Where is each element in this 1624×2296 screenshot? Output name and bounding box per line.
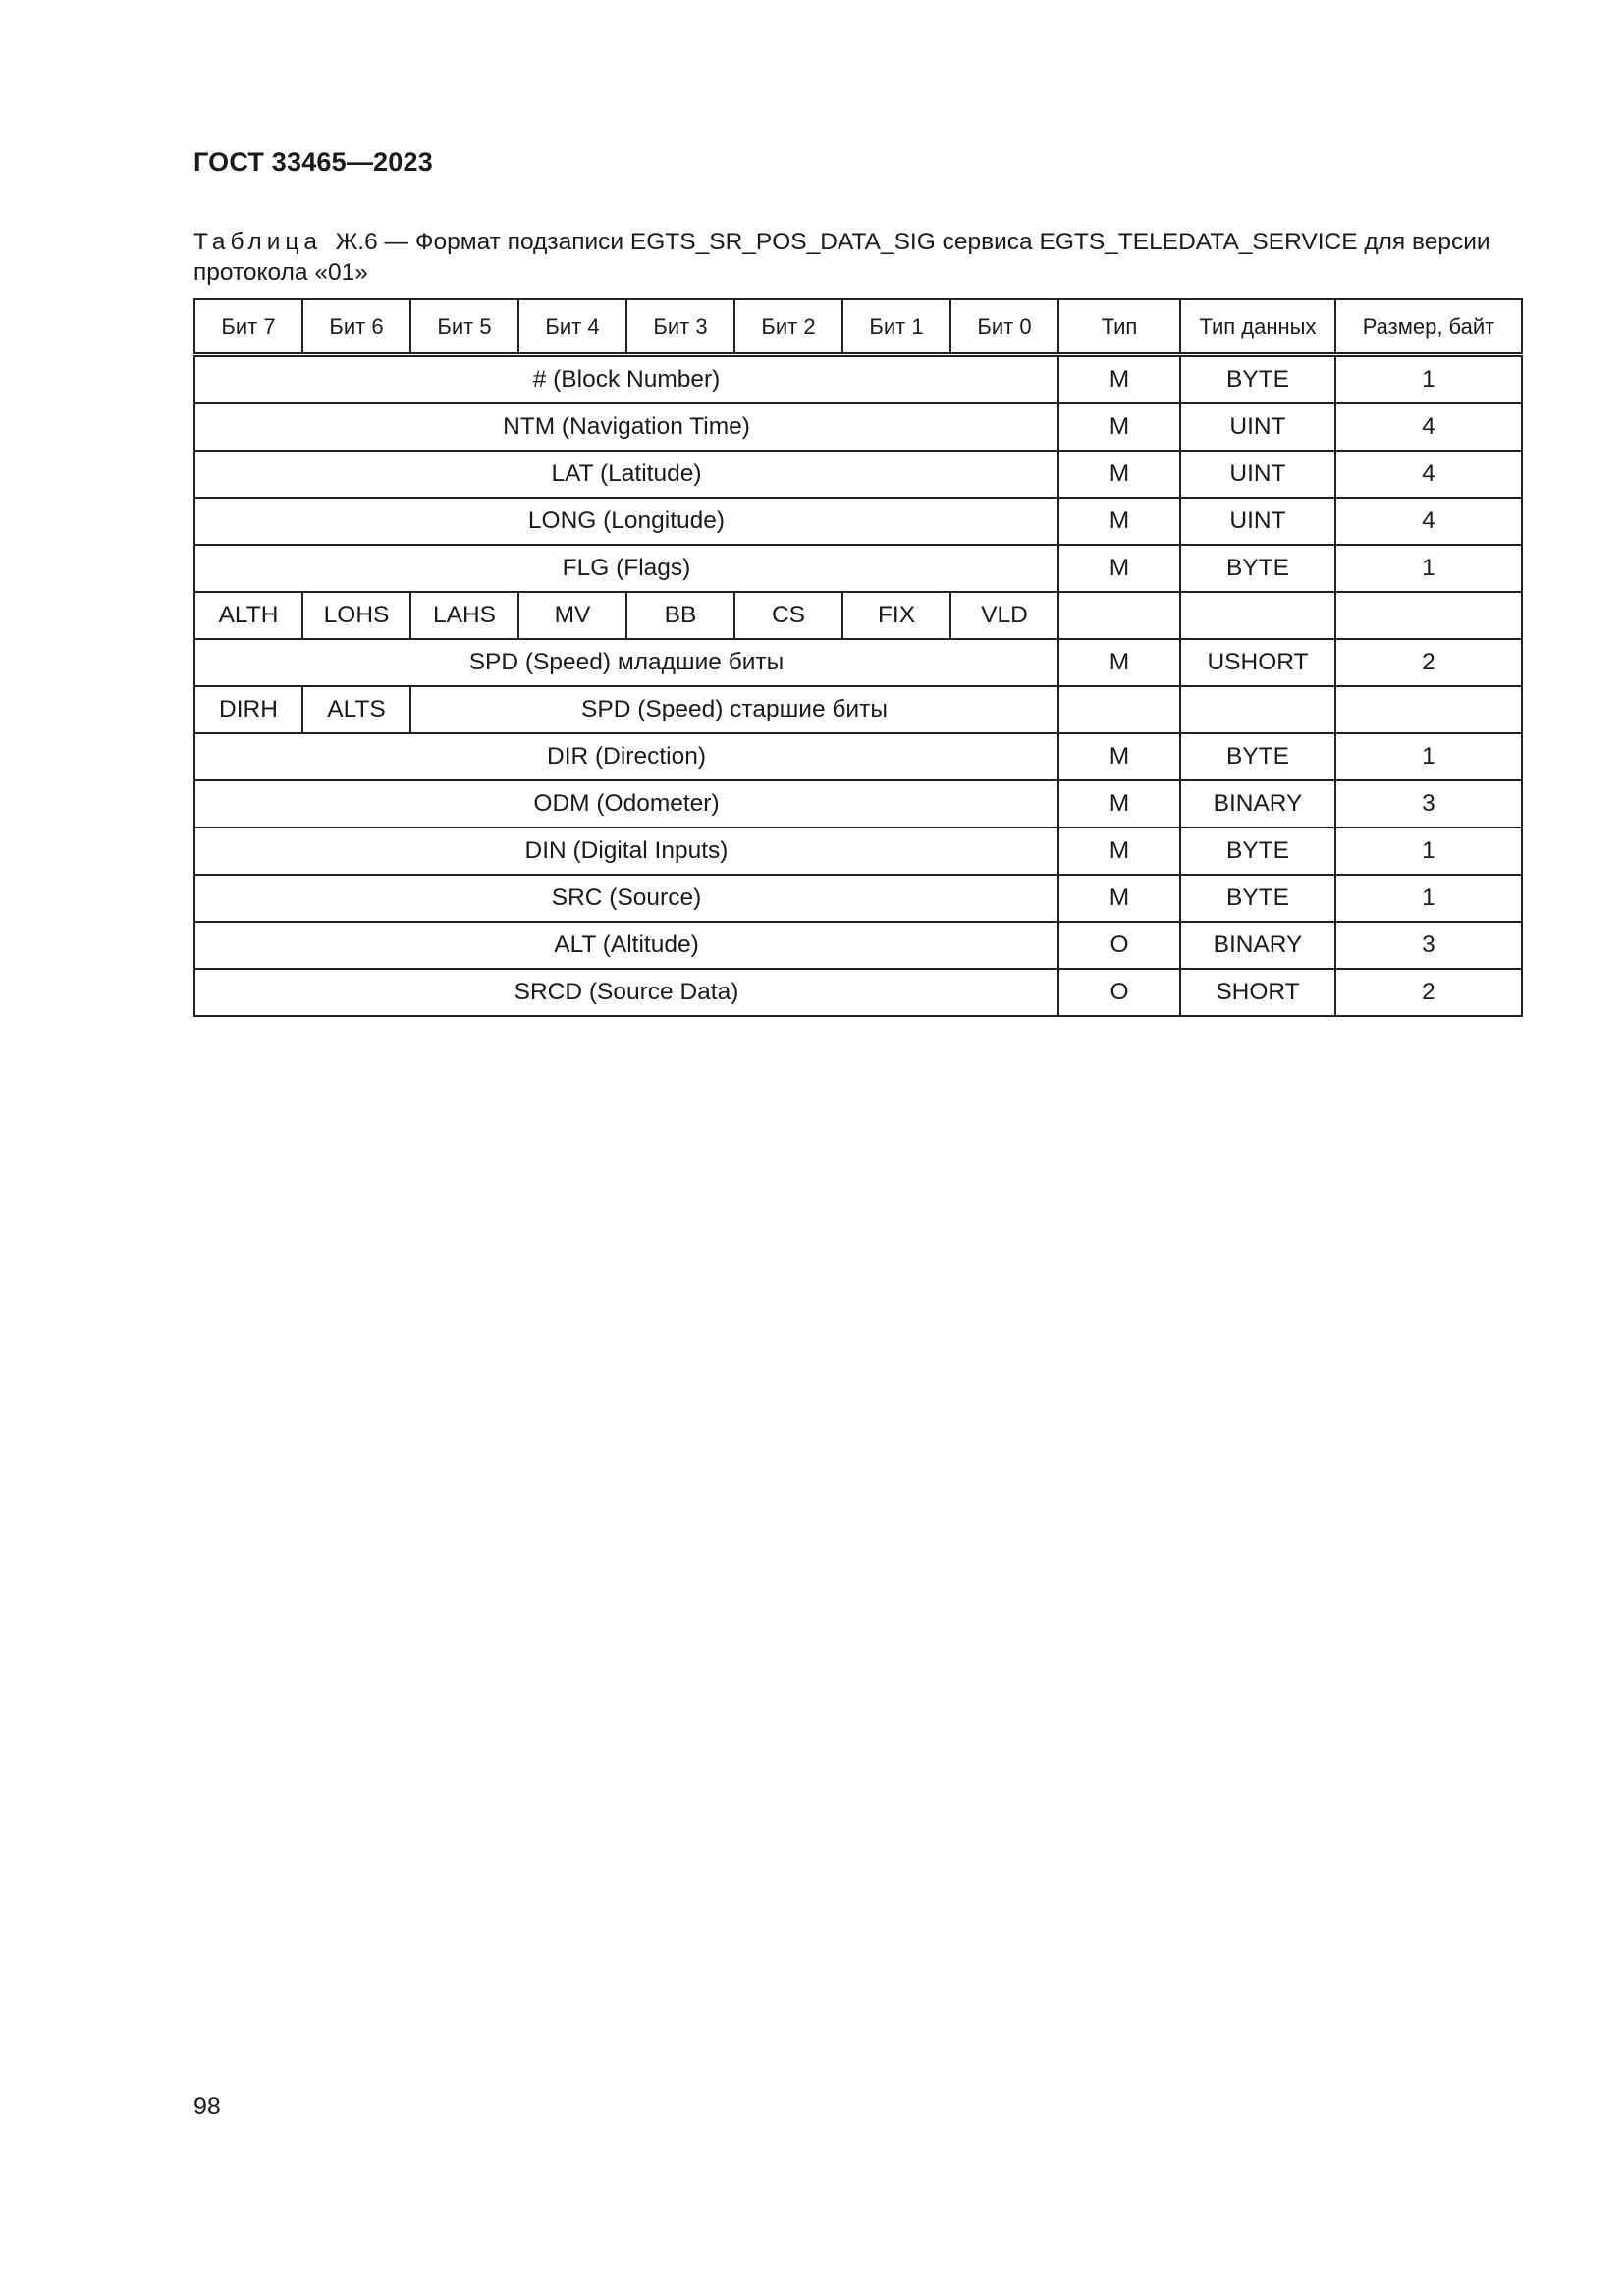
- table-row: [194, 498, 1522, 545]
- bit-cell-alts: ALTS: [302, 686, 410, 733]
- spec-table: [193, 298, 1523, 1017]
- document-header: ГОСТ 33465—2023: [193, 147, 433, 177]
- data-type-cell: BYTE: [1180, 545, 1335, 592]
- field-cell: DIN (Digital Inputs): [194, 828, 1058, 875]
- table-caption-text: Ж.6 — Формат подзаписи EGTS_SR_POS_DATA_SIG сервиса EGTS_TELEDATA_SERVICE для версии протокола «01»: [193, 229, 1490, 286]
- header-size: Размер, байт: [1335, 299, 1522, 355]
- type-cell: O: [1058, 969, 1180, 1016]
- header-bit6: Бит 6: [302, 299, 410, 355]
- table-row: [194, 733, 1522, 780]
- flag-bits-row: [194, 592, 1522, 639]
- header-type: Тип: [1058, 299, 1180, 355]
- header-bit5: Бит 5: [410, 299, 518, 355]
- size-cell: 1: [1335, 545, 1522, 592]
- speed-high-bits-row: [194, 686, 1522, 733]
- size-cell: 1: [1335, 875, 1522, 922]
- type-cell: M: [1058, 355, 1180, 404]
- bit-cell-mv: MV: [518, 592, 626, 639]
- field-cell: NTM (Navigation Time): [194, 403, 1058, 451]
- table-row: [194, 922, 1522, 969]
- table-row: [194, 875, 1522, 922]
- data-type-cell: BYTE: [1180, 828, 1335, 875]
- size-cell-empty: [1335, 592, 1522, 639]
- bit-cell-bb: BB: [626, 592, 734, 639]
- type-cell: M: [1058, 451, 1180, 498]
- data-type-cell: UINT: [1180, 451, 1335, 498]
- size-cell: 1: [1335, 355, 1522, 404]
- size-cell: 4: [1335, 403, 1522, 451]
- field-cell: ODM (Odometer): [194, 780, 1058, 828]
- type-cell-empty: [1058, 686, 1180, 733]
- table-row: [194, 969, 1522, 1016]
- table-header-row: [194, 299, 1522, 355]
- size-cell: 1: [1335, 733, 1522, 780]
- data-type-cell: BYTE: [1180, 355, 1335, 404]
- size-cell: 3: [1335, 780, 1522, 828]
- table-caption: [193, 227, 1519, 288]
- type-cell: M: [1058, 403, 1180, 451]
- bit-cell-lahs: LAHS: [410, 592, 518, 639]
- header-bit1: Бит 1: [842, 299, 950, 355]
- table-row: [194, 451, 1522, 498]
- field-cell: SRC (Source): [194, 875, 1058, 922]
- bit-cell-fix: FIX: [842, 592, 950, 639]
- type-cell: M: [1058, 545, 1180, 592]
- size-cell: 2: [1335, 969, 1522, 1016]
- table-row: [194, 355, 1522, 404]
- data-type-cell: UINT: [1180, 498, 1335, 545]
- field-cell: # (Block Number): [194, 355, 1058, 404]
- data-type-cell: BYTE: [1180, 733, 1335, 780]
- field-cell: FLG (Flags): [194, 545, 1058, 592]
- type-cell: O: [1058, 922, 1180, 969]
- type-cell: M: [1058, 733, 1180, 780]
- type-cell: M: [1058, 875, 1180, 922]
- size-cell: 1: [1335, 828, 1522, 875]
- size-cell: 3: [1335, 922, 1522, 969]
- bit-cell-alth: ALTH: [194, 592, 302, 639]
- type-cell: M: [1058, 498, 1180, 545]
- table-row: [194, 545, 1522, 592]
- type-cell: M: [1058, 828, 1180, 875]
- size-cell: 4: [1335, 451, 1522, 498]
- field-cell: LAT (Latitude): [194, 451, 1058, 498]
- table-row: [194, 828, 1522, 875]
- table-caption-label: Таблица: [193, 229, 323, 255]
- size-cell: 2: [1335, 639, 1522, 686]
- header-bit0: Бит 0: [950, 299, 1058, 355]
- data-type-cell-empty: [1180, 592, 1335, 639]
- field-cell: SPD (Speed) младшие биты: [194, 639, 1058, 686]
- header-bit2: Бит 2: [734, 299, 842, 355]
- field-cell: SPD (Speed) старшие биты: [410, 686, 1058, 733]
- type-cell: M: [1058, 780, 1180, 828]
- header-bit4: Бит 4: [518, 299, 626, 355]
- header-data-type: Тип данных: [1180, 299, 1335, 355]
- size-cell: 4: [1335, 498, 1522, 545]
- data-type-cell: BYTE: [1180, 875, 1335, 922]
- table-row: [194, 780, 1522, 828]
- bit-cell-lohs: LOHS: [302, 592, 410, 639]
- table-row: [194, 403, 1522, 451]
- data-type-cell: USHORT: [1180, 639, 1335, 686]
- header-bit3: Бит 3: [626, 299, 734, 355]
- field-cell: LONG (Longitude): [194, 498, 1058, 545]
- data-type-cell-empty: [1180, 686, 1335, 733]
- type-cell-empty: [1058, 592, 1180, 639]
- data-type-cell: SHORT: [1180, 969, 1335, 1016]
- data-type-cell: UINT: [1180, 403, 1335, 451]
- field-cell: ALT (Altitude): [194, 922, 1058, 969]
- size-cell-empty: [1335, 686, 1522, 733]
- data-type-cell: BINARY: [1180, 922, 1335, 969]
- field-cell: SRCD (Source Data): [194, 969, 1058, 1016]
- bit-cell-cs: CS: [734, 592, 842, 639]
- table-row: [194, 639, 1522, 686]
- page-number: 98: [193, 2093, 221, 2120]
- type-cell: M: [1058, 639, 1180, 686]
- field-cell: DIR (Direction): [194, 733, 1058, 780]
- bit-cell-dirh: DIRH: [194, 686, 302, 733]
- bit-cell-vld: VLD: [950, 592, 1058, 639]
- data-type-cell: BINARY: [1180, 780, 1335, 828]
- header-bit7: Бит 7: [194, 299, 302, 355]
